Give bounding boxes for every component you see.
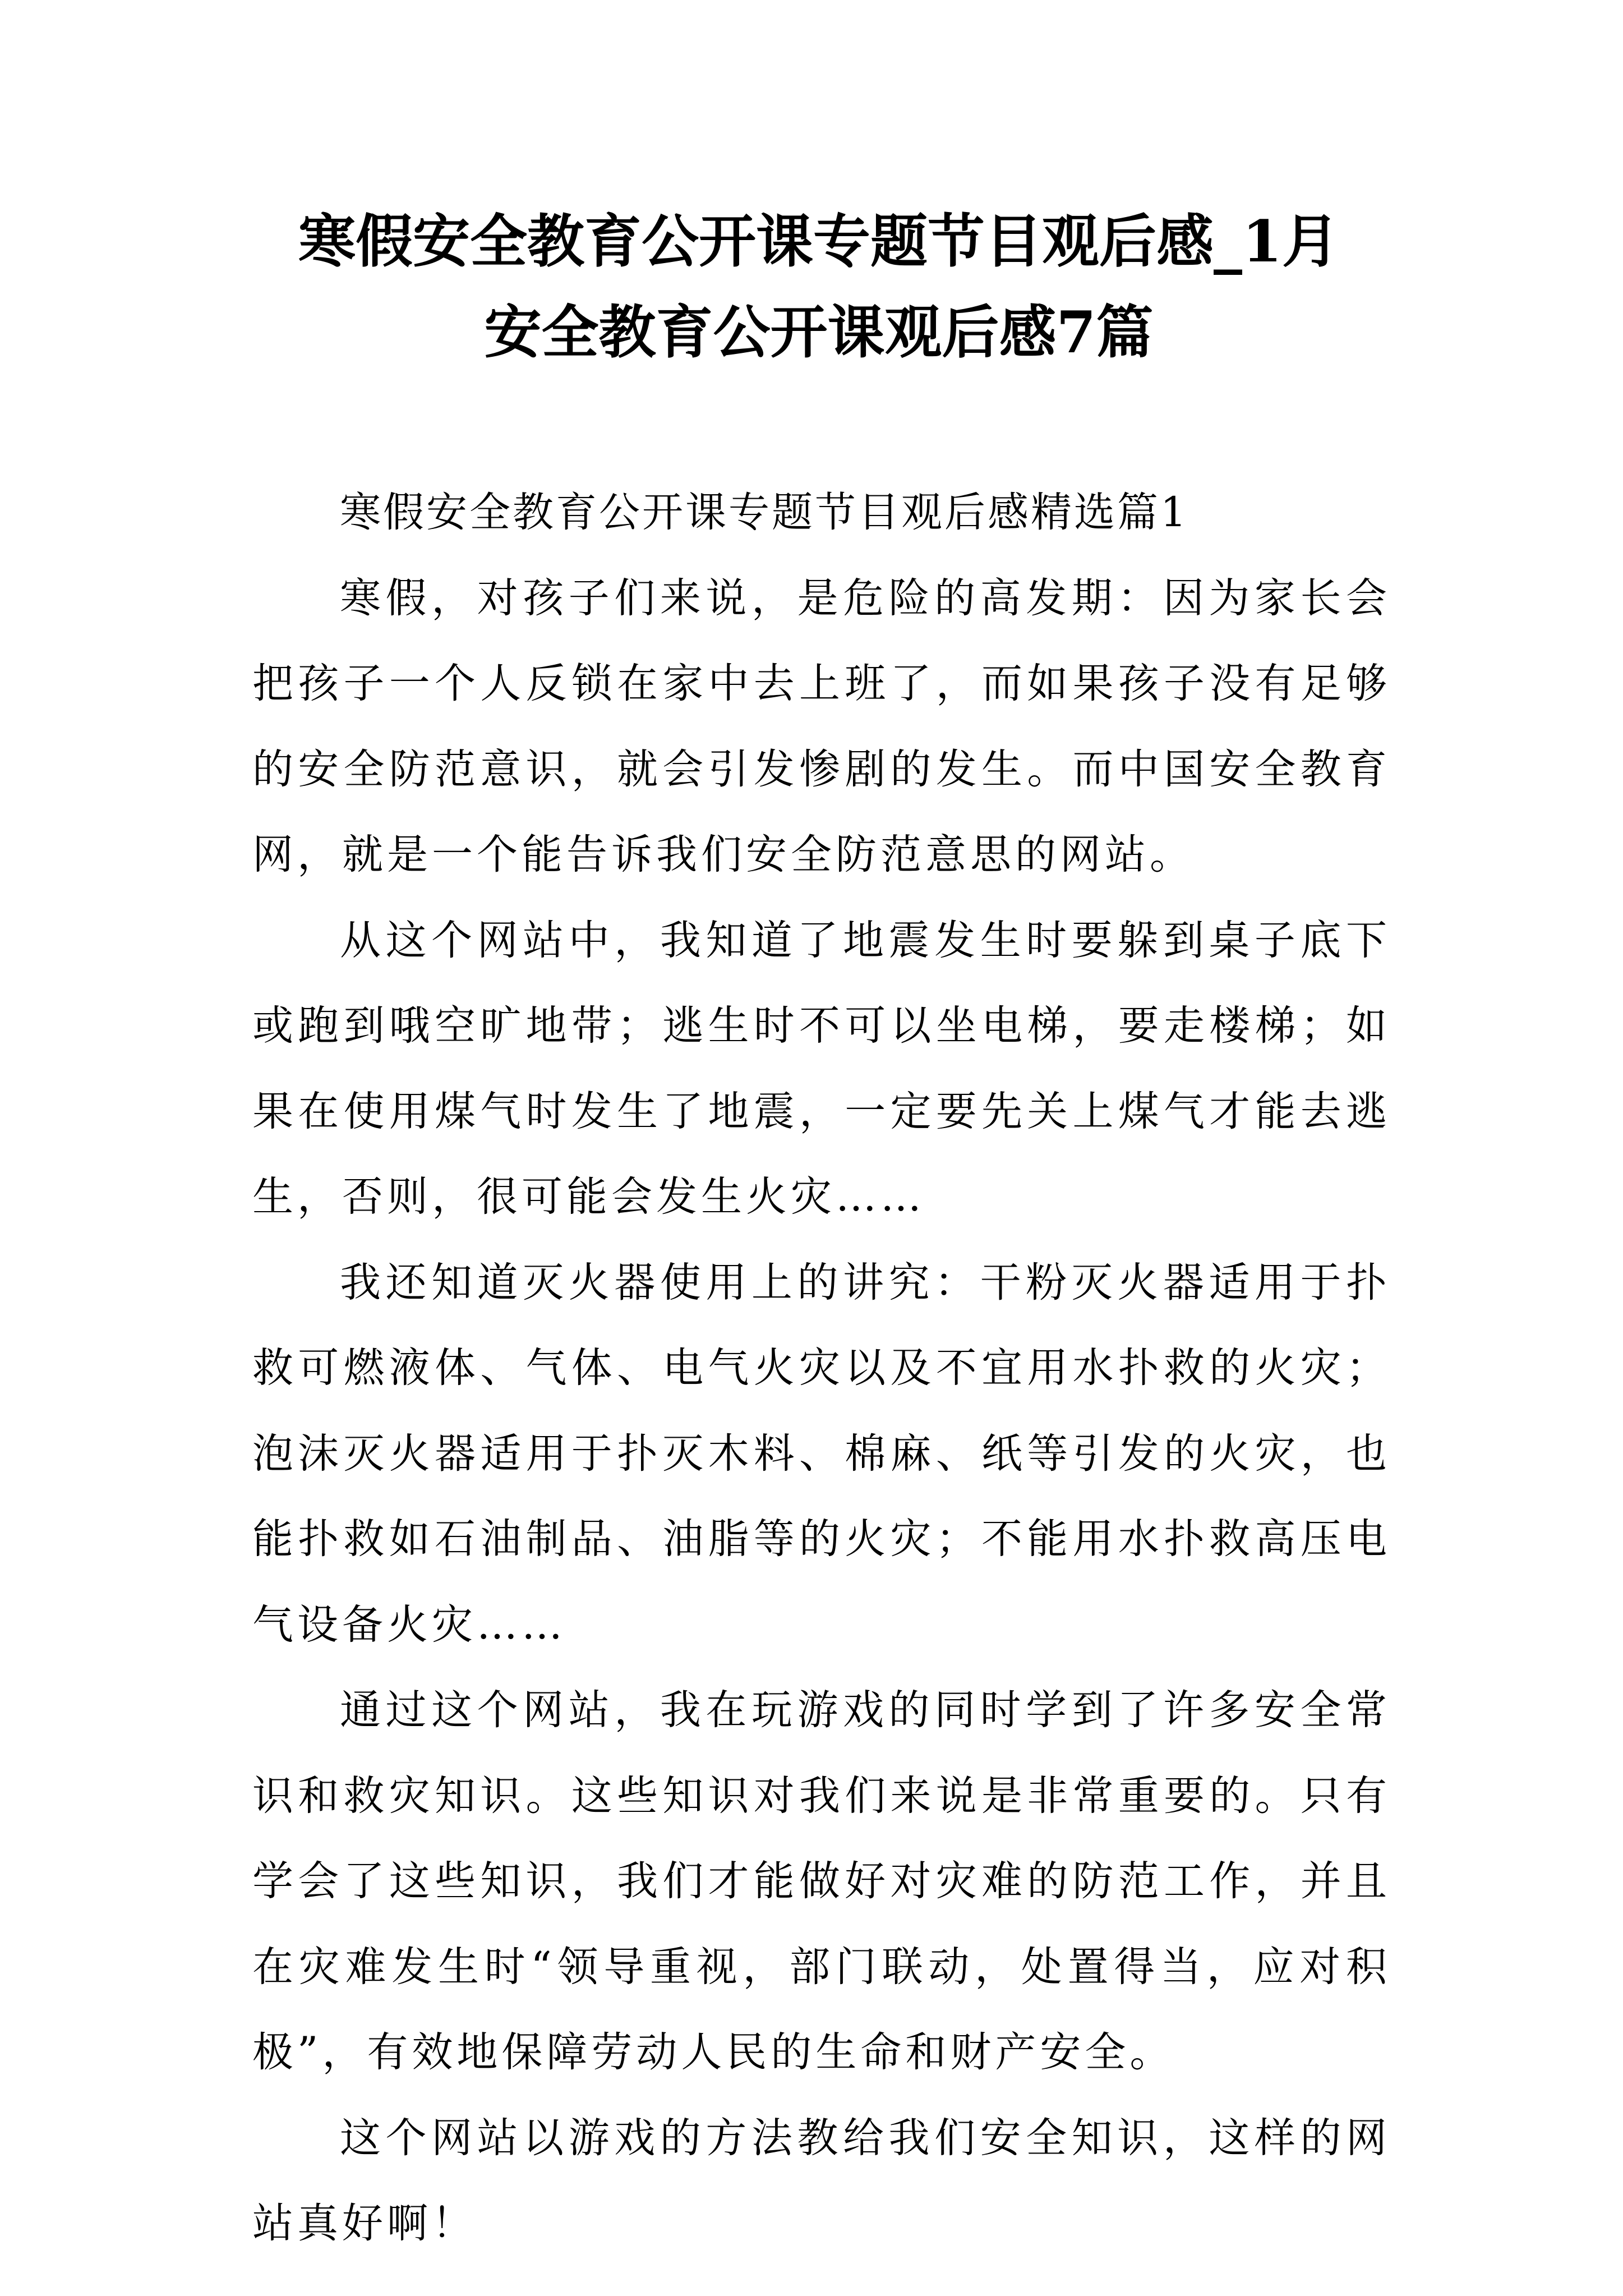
- title-line-2: 安全教育公开课观后感7篇: [484, 299, 1154, 366]
- paragraph-1: 寒假，对孩子们来说，是危险的高发期：因为家长会把孩子一个人反锁在家中去上班了，而如果孩子没有足够的安全防范意识，就会引发惨剧的发生。而中国安全教育网，就是一个能告诉我们安全防范意思的网站。: [252, 574, 1391, 878]
- paragraph-4: 通过这个网站，我在玩游戏的同时学到了许多安全常识和救灾知识。这些知识对我们来说是非常重要的。只有学会了这些知识，我们才能做好对灾难的防范工作，并且在灾难发生时“领导重视，部门联动，处置得当，应对积极”，有效地保障劳动人民的生命和财产安全。: [252, 1686, 1391, 2076]
- section-heading: 寒假安全教育公开课专题节目观后感精选篇1: [340, 489, 1189, 536]
- document-title: [247, 196, 1391, 378]
- paragraph-3: 我还知道灭火器使用上的讲究：干粉灭火器适用于扑救可燃液体、气体、电气火灾以及不宜用水扑救的火灾；泡沫灭火器适用于扑灭木料、棉麻、纸等引发的火灾，也能扑救如石油制品、油脂等的火灾；不能用水扑救高压电气设备火灾……: [252, 1258, 1391, 1649]
- paragraph-5: 这个网站以游戏的方法教给我们安全知识，这样的网站真好啊！: [252, 2114, 1391, 2247]
- title-line-1: 寒假安全教育公开课专题节目观后感_1月: [298, 208, 1339, 275]
- document-body: [252, 470, 1391, 2267]
- paragraph-2: 从这个网站中，我知道了地震发生时要躲到桌子底下或跑到哦空旷地带；逃生时不可以坐电梯，要走楼梯；如果在使用煤气时发生了地震，一定要先关上煤气才能去逃生，否则，很可能会发生火灾……: [252, 916, 1391, 1221]
